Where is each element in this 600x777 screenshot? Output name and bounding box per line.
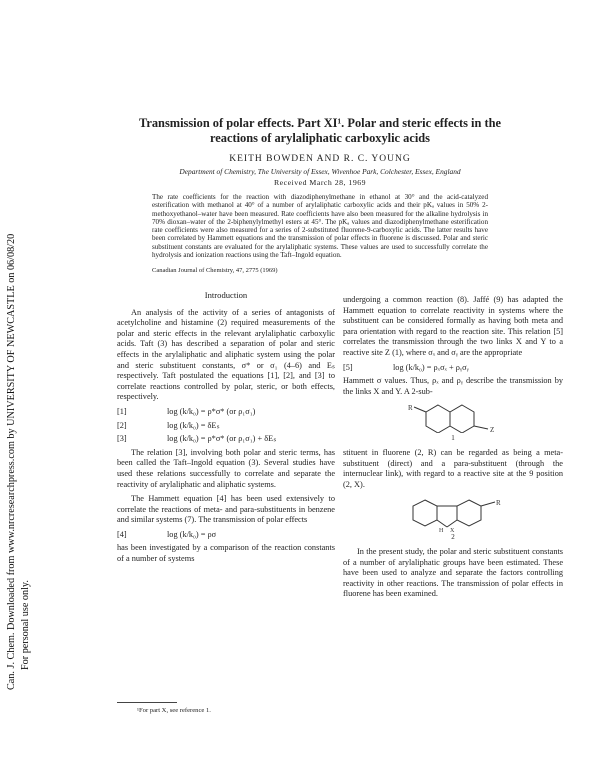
- equation-number: [3]: [117, 434, 127, 444]
- chemical-structure-2-diagram: [403, 494, 503, 532]
- download-watermark: [2, 150, 42, 690]
- structure-1: [343, 401, 563, 444]
- received-date: Received March 28, 1969: [273, 178, 367, 187]
- footnote-divider: [117, 702, 177, 703]
- equation-number: [4]: [117, 529, 127, 539]
- footnote: ¹For part X, see reference 1.: [137, 707, 211, 714]
- paragraph: undergoing a common reaction (8). Jaffé (9) has adapted the Hammett equation to correlate reactivity in systems where the substituent can be considered formally as having both meta and para orientation with regard to the reaction site. This relation [5] correlates the transmission through the two links X and Y to a reactive site Z (1), where σₓ and σᵧ are the appropriate: [343, 295, 563, 357]
- equation-body: log (k/k₀) = ρ*σ* (or ρ₁σ₁): [167, 406, 256, 416]
- paragraph: has been investigated by a comparison of the reaction constants of a number of systems: [117, 543, 335, 564]
- paragraph: stituent in fluorene (2, R) can be regarded as being a meta-substituent (direct) and a para-substituent (through the internuclear link), with regard to a reactive site at the 9 position (2, X).: [343, 447, 563, 489]
- paragraph: An analysis of the activity of a series of antagonists of acetylcholine and histamine (2) required measurements of the polar and steric effects in the relevant arylaliphatic carboxylic acids. Taft (3) has described a separation of polar and steric effects in the arylaliphatic and aliphatic system using the polar and steric substituent constants, σ* or σ₁ (4–6) and Eₛ respectively. Taft postulated the equations [1], [2], and [3] to correlate reactions controlled by polar, steric, or both effects, respectively.: [117, 307, 335, 402]
- equation-body: log (k/k₀) = ρ*σ* (or ρ₁σ₁) + δEₛ: [167, 434, 277, 444]
- equation-1: [117, 407, 335, 418]
- equation-4: [117, 530, 335, 541]
- svg-text:R: R: [408, 404, 413, 413]
- svg-text:H: H: [439, 528, 444, 533]
- left-column: [117, 290, 335, 569]
- paragraph: The Hammett equation [4] has been used extensively to correlate the reactions of meta- and para-substituents in benzene and similar systems (7). The transmission of polar effects: [117, 494, 335, 525]
- article-title: [120, 116, 520, 146]
- watermark-line-2: For personal use only.: [20, 580, 31, 670]
- equation-body: log (k/k₀) = ρσ: [167, 529, 217, 539]
- paragraph: The relation [3], involving both polar and steric terms, has been called the Taft–Ingold equation (3). Several studies have used these relations successfully to correlate and separate the reactivity of arylaliphatic and aliphatic systems.: [117, 447, 335, 489]
- svg-text:Z: Z: [490, 426, 495, 434]
- watermark-line-1: Can. J. Chem. Downloaded from www.nrcresearchpress.com by UNIVERSITY OF NEWCASTLE on 06/08/20: [6, 233, 17, 690]
- paragraph: In the present study, the polar and steric substituent constants of a number of arylaliphatic groups have been estimated. These have been used to analyze and separate the factors controlling reactivity in other reactions. The transmission of polar effects in fluorene has been examined.: [343, 546, 563, 599]
- equation-3: [117, 434, 335, 445]
- right-column: [343, 295, 563, 604]
- equation-body: log (k/k₀) = δEₛ: [167, 420, 220, 430]
- authors: KEITH BOWDEN AND R. C. YOUNG: [229, 154, 411, 164]
- equation-number: [5]: [343, 362, 353, 372]
- equation-number: [2]: [117, 420, 127, 430]
- section-heading-introduction: Introduction: [204, 290, 248, 300]
- journal-citation: Canadian Journal of Chemistry, 47, 2775 (1969): [152, 267, 278, 274]
- equation-5: [343, 363, 563, 374]
- title-line-2: reactions of arylaliphatic carboxylic acids: [209, 131, 431, 145]
- abstract: The rate coefficients for the reaction with diazodiphenylmethane in ethanol at 30° and the acid-catalyzed esterification with methanol at 40° of a number of arylaliphatic carboxylic acids and their pKₐ values in 50% 2-methoxyethanol–water have been measured. Rate coefficients have also been measured for the alkaline hydrolysis in 70% dioxan–water of the 2-biphenylylmethyl esters at 45°. The pKₐ values and diazodiphenylmethane esterification rate coefficients were also measured for a series of 2-substituted fluorene-9-carboxylic acids. The latter results have been correlated by Hammett equations and the transmission of polar effects in fluorene is discussed. Polar and steric substituent constants are evaluated for the arylaliphatic systems. These values are used to successfully correlate the hydrolysis and ionization reactions using the Taft–Ingold equation.: [152, 193, 488, 260]
- paragraph: Hammett σ values. Thus, ρₓ and ρᵧ describe the transmission by the links X and Y. A 2-sub-: [343, 376, 563, 396]
- equation-2: [117, 421, 335, 432]
- structure-2: [343, 494, 563, 543]
- svg-text:X: X: [450, 528, 455, 533]
- equation-body: log (k/k₀) = ρₓσₓ + ρᵧσᵧ: [393, 362, 469, 372]
- structure-label: 1: [451, 434, 455, 443]
- structure-label: 2: [451, 533, 455, 542]
- title-line-1: Transmission of polar effects. Part XI¹. Polar and steric effects in the: [139, 116, 501, 130]
- affiliation: Department of Chemistry, The University of Essex, Wivenhoe Park, Colchester, Essex, England: [179, 167, 461, 176]
- svg-text:R: R: [496, 499, 501, 508]
- chemical-structure-1-diagram: [408, 401, 498, 433]
- equation-number: [1]: [117, 406, 127, 416]
